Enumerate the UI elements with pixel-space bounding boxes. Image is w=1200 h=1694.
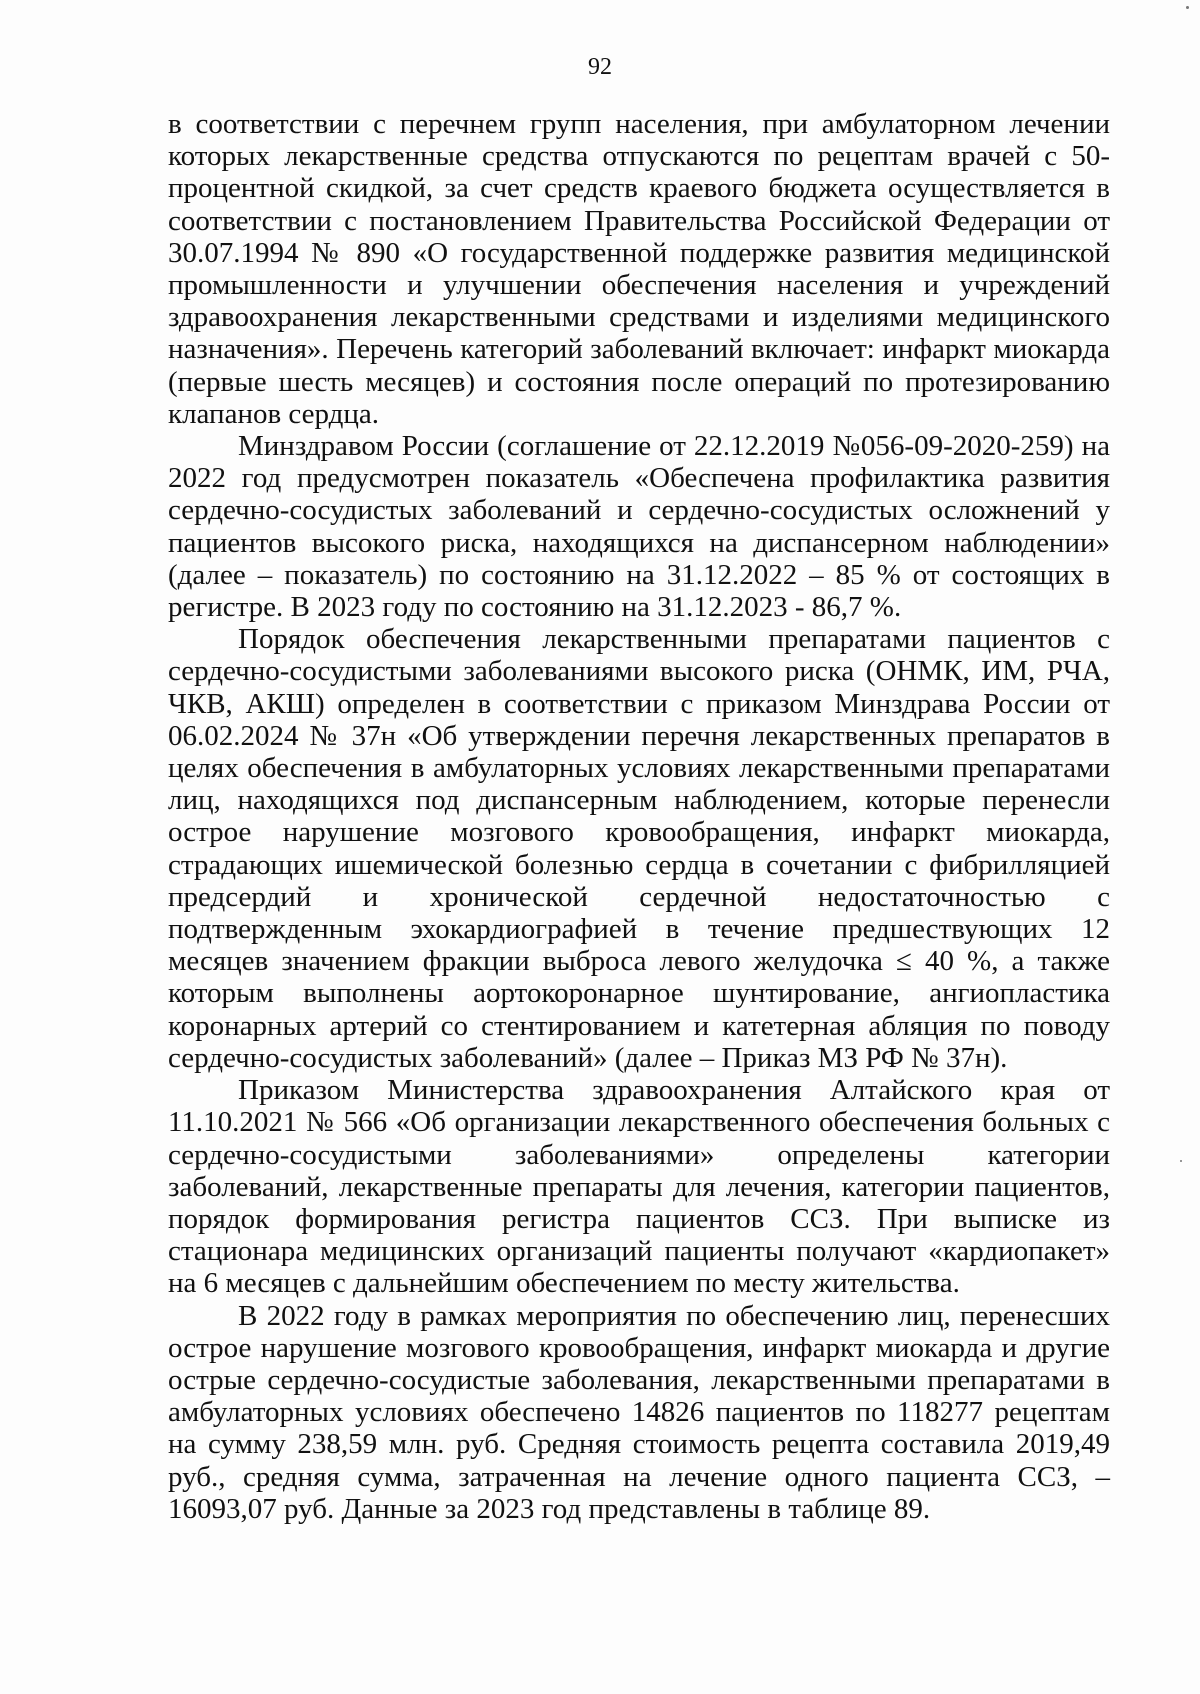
document-body (168, 108, 1110, 1525)
page-number: 92 (588, 54, 612, 80)
paragraph-drug-provision-order: Порядок обеспечения лекарственными препаратами пациентов с сердечно-сосудистыми заболеваниями высокого риска (ОНМК, ИМ, РЧА, ЧКВ, АКШ) определен в соответствии с приказом Минздрава России от 06.02.2024 № 37н «Об утверждении перечня лекарственных препаратов в целях обеспечения в амбулаторных условиях лекарственными препаратами лиц, находящихся под диспансерным наблюдением, которые перенесли острое нарушение мозгового кровообращения, инфаркт миокарда, страдающих ишемической болезнью сердца в сочетании с фибрилляцией предсердий и хронической сердечной недостаточностью с подтвержденным эхокардиографией в течение предшествующих 12 месяцев значением фракции выброса левого желудочка ≤ 40 %, а также которым выполнены аортокоронарное шунтирование, ангиопластика коронарных артерий со стентированием и катетерная абляция по поводу сердечно-сосудистых заболеваний» (далее – Приказ МЗ РФ № 37н). (168, 623, 1110, 1074)
paragraph-continuation: в соответствии с перечнем групп населения, при амбулаторном лечении которых лекарственные средства отпускаются по рецептам врачей с 50-процентной скидкой, за счет средств краевого бюджета осуществляется в соответствии с постановлением Правительства Российской Федерации от 30.07.1994 № 890 «О государственной поддержке развития медицинской промышленности и улучшении обеспечения населения и учреждений здравоохранения лекарственными средствами и изделиями медицинского назначения». Перечень категорий заболеваний включает: инфаркт миокарда (первые шесть месяцев) и состояния после операций по протезированию клапанов сердца. (168, 108, 1110, 430)
scan-dust-mark (1186, 6, 1189, 9)
scan-dust-mark (1180, 1160, 1182, 1162)
paragraph-indicator: Минздравом России (соглашение от 22.12.2019 №056-09-2020-259) на 2022 год предусмотрен показатель «Обеспечена профилактика развития сердечно-сосудистых заболеваний и сердечно-сосудистых осложнений у пациентов высокого риска, находящихся на диспансерном наблюдении» (далее – показатель) по состоянию на 31.12.2022 – 85 % от состоящих в регистре. В 2023 году по состоянию на 31.12.2023 - 86,7 %. (168, 430, 1110, 624)
paragraph-2022-results: В 2022 году в рамках мероприятия по обеспечению лиц, перенесших острое нарушение мозгового кровообращения, инфаркт миокарда и другие острые сердечно-сосудистые заболевания, лекарственными препаратами в амбулаторных условиях обеспечено 14826 пациентов по 118277 рецептам на сумму 238,59 млн. руб. Средняя стоимость рецепта составила 2019,49 руб., средняя сумма, затраченная на лечение одного пациента ССЗ, – 16093,07 руб. Данные за 2023 год представлены в таблице 89. (168, 1299, 1110, 1525)
paragraph-regional-order: Приказом Министерства здравоохранения Алтайского края от 11.10.2021 № 566 «Об организации лекарственного обеспечения больных с сердечно-сосудистыми заболеваниями» определены категории заболеваний, лекарственные препараты для лечения, категории пациентов, порядок формирования регистра пациентов ССЗ. При выписке из стационара медицинских организаций пациенты получают «кардиопакет» на 6 месяцев с дальнейшим обеспечением по месту жительства. (168, 1074, 1110, 1300)
